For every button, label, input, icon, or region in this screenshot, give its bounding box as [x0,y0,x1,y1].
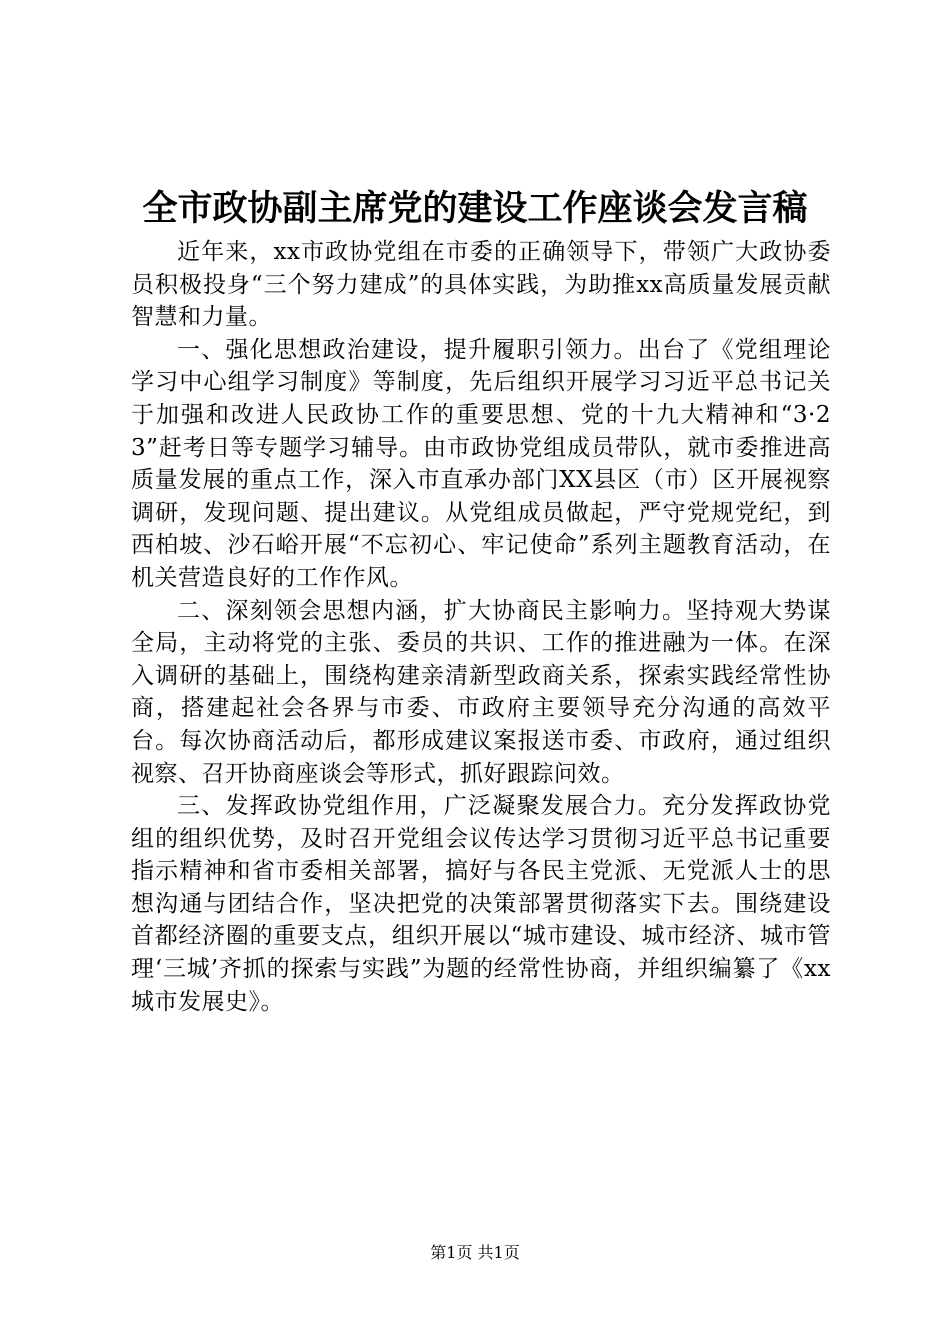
document-body [131,236,831,1018]
paragraph-section-2: 二、深刻领会思想内涵，扩大协商民主影响力。坚持观大势谋全局，主动将党的主张、委员的共识、工作的推进融为一体。在深入调研的基础上，围绕构建亲清新型政商关系，探索实践经常性协商，搭建起社会各界与市委、市政府主要领导充分沟通的高效平台。每次协商活动后，都形成建议案报送市委、市政府，通过组织视察、召开协商座谈会等形式，抓好跟踪问效。 [131,597,831,787]
document-title: 全市政协副主席党的建设工作座谈会发言稿 [142,188,808,229]
paragraph-section-1: 一、强化思想政治建设，提升履职引领力。出台了《党组理论学习中心组学习制度》等制度，先后组织开展学习习近平总书记关于加强和改进人民政协工作的重要思想、党的十九大精神和“3·23”赶考日等专题学习辅导。由市政协党组成员带队，就市委推进高质量发展的重点工作，深入市直承办部门XX县区（市）区开展视察调研，发现问题、提出建议。从党组成员做起，严守党规党纪，到西柏坡、沙石峪开展“不忘初心、牢记使命”系列主题教育活动，在机关营造良好的工作作风。 [131,336,831,591]
page-number-footer: 第1页 共1页 [430,1243,520,1262]
paragraph-intro: 近年来，xx市政协党组在市委的正确领导下，带领广大政协委员积极投身“三个努力建成”的具体实践，为助推xx高质量发展贡献智慧和力量。 [131,239,831,331]
paragraph-section-3: 三、发挥政协党组作用，广泛凝聚发展合力。充分发挥政协党组的组织优势，及时召开党组会议传达学习贯彻习近平总书记重要指示精神和省市委相关部署，搞好与各民主党派、无党派人士的思想沟通与团结合作，坚决把党的决策部署贯彻落实下去。围绕建设首都经济圈的重要支点，组织开展以“城市建设、城市经济、城市管理‘三城’齐抓的探索与实践”为题的经常性协商，并组织编纂了《xx城市发展史》。 [131,793,831,1015]
